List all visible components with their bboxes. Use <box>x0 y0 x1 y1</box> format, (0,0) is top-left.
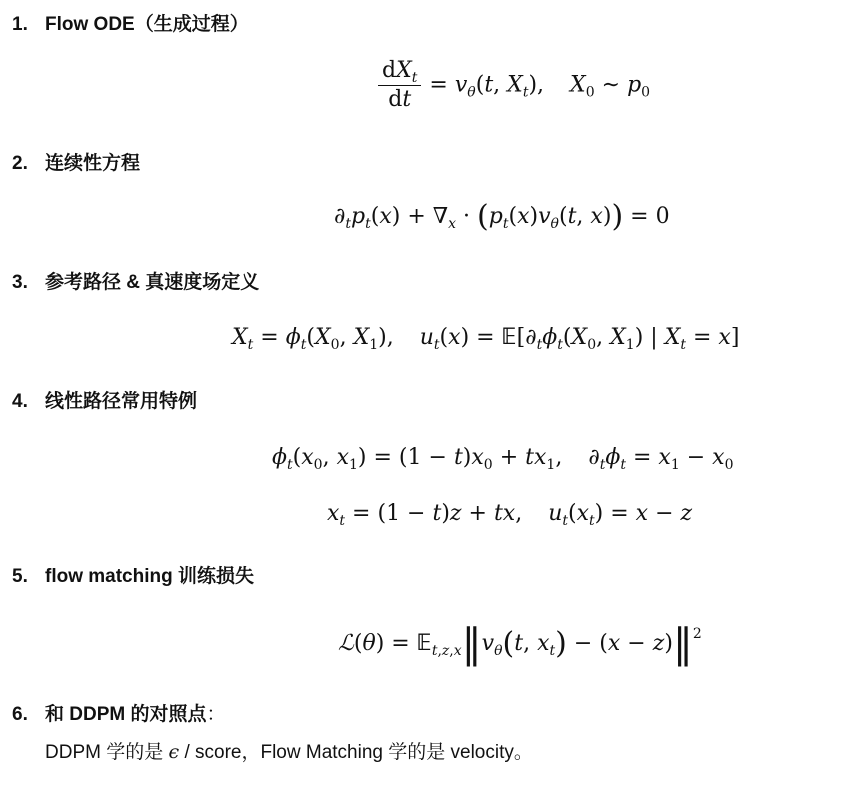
section-heading-1 <box>12 13 249 37</box>
equation-reference-path: $X_t = \phi_t(X_0$, $X_1$), $u_t(x)$ = $𝔼[\partial_t\phi_t(X_0$, $X_1$) | $X_t = x$] <box>232 325 740 353</box>
section-number: 4. <box>12 391 28 412</box>
equation-linear-path: $\phi_t(x_0$, $x_1) = (1 - t)x_0 + tx_1$, $\partial_t\phi_t = x_1 - x_0$ <box>272 445 734 473</box>
equation-continuity: $\partial_tp_t(x) + \nabla_x \cdot (p_t(x)v_\theta(t$, x)) = 0 <box>334 199 670 234</box>
section-heading-6 <box>12 703 226 727</box>
section-heading-2 <box>12 152 140 176</box>
note-part-2: / score，Flow Matching 学的是 velocity。 <box>179 742 533 763</box>
equation-linear-velocity: $x_t = (1 - t)z$ + tx, $u_t(x_t) = x - z$ <box>327 501 693 529</box>
equation-fm-loss: ℒ(θ) = $𝔼_{t,z,x}‖v_\theta(t$, $x_t) - (x$ − z)‖$^2$ <box>338 621 702 667</box>
section-number: 1. <box>12 14 28 35</box>
note-part-1: DDPM 学的是 <box>45 742 169 763</box>
section-number: 5. <box>12 566 28 587</box>
section-heading-3 <box>12 271 259 295</box>
section-title: 线性路径常用特例 <box>45 391 198 412</box>
section-number: 2. <box>12 153 28 174</box>
section-title: 参考路径 & 真速度场定义 <box>45 272 260 293</box>
section-title: Flow ODE（生成过程） <box>45 14 249 35</box>
section-number: 6. <box>12 704 28 725</box>
section-heading-4 <box>12 390 197 414</box>
equation-flow-ode: $\frac{dX_t}{dt}$ = $v_\theta(t$, $X_t$), $X_0$ ∼ $p_0$ <box>378 60 650 111</box>
section-title: 连续性方程 <box>45 153 141 174</box>
section-title: 和 DDPM 的对照点 <box>45 704 207 725</box>
section-title: flow matching 训练损失 <box>45 566 255 587</box>
section-heading-5 <box>12 565 254 589</box>
section-number: 3. <box>12 272 28 293</box>
section-title-suffix: ： <box>206 704 226 725</box>
ddpm-comparison-note <box>45 740 533 765</box>
epsilon-symbol: ϵ <box>168 741 180 763</box>
